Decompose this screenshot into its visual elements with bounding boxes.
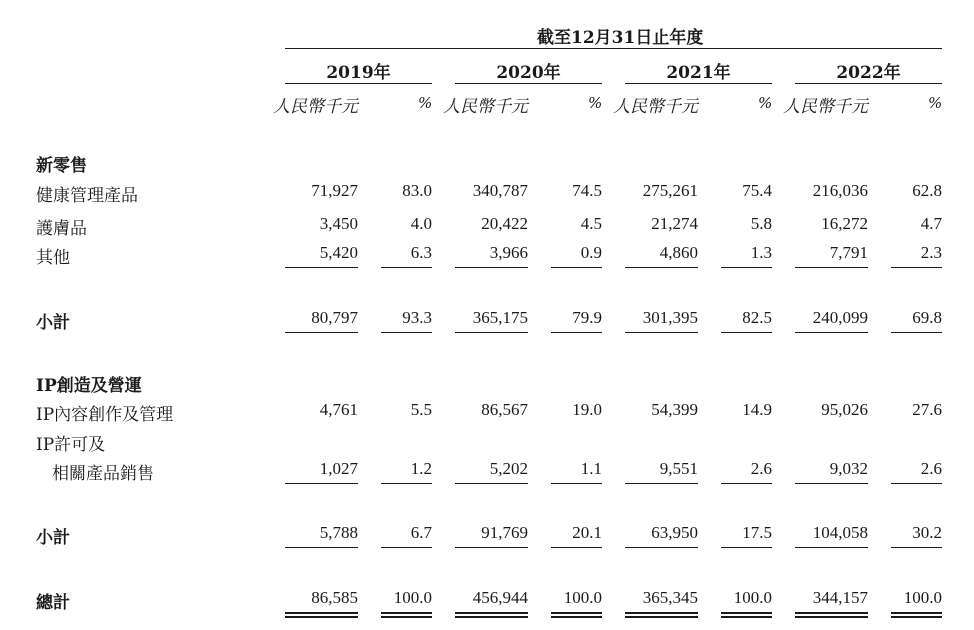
amount-cell: 3,966 bbox=[489, 243, 528, 262]
amount-cell: 240,099 bbox=[812, 308, 868, 327]
pct-label: % bbox=[928, 94, 943, 112]
underline bbox=[551, 547, 602, 548]
percent-cell: 93.3 bbox=[402, 308, 432, 327]
percent-cell: 62.8 bbox=[912, 181, 942, 200]
percent-cell: 20.1 bbox=[572, 523, 602, 542]
underline bbox=[381, 267, 432, 268]
amount-cell: 16,272 bbox=[821, 214, 868, 233]
underline bbox=[795, 332, 868, 333]
underline bbox=[795, 547, 868, 548]
underline bbox=[721, 547, 772, 548]
amount-cell: 456,944 bbox=[472, 588, 528, 607]
percent-cell: 30.2 bbox=[912, 523, 942, 542]
amount-cell: 91,769 bbox=[481, 523, 528, 542]
period-rule bbox=[285, 48, 942, 49]
percent-cell: 4.7 bbox=[920, 214, 942, 233]
amount-cell: 86,567 bbox=[481, 400, 528, 419]
amount-cell: 80,797 bbox=[311, 308, 358, 327]
double-underline bbox=[891, 612, 942, 618]
percent-cell: 6.3 bbox=[410, 243, 432, 262]
percent-cell: 2.6 bbox=[920, 459, 942, 478]
percent-cell: 2.3 bbox=[920, 243, 942, 262]
underline bbox=[455, 332, 528, 333]
row-label: 護膚品 bbox=[36, 219, 87, 239]
period-header: 截至12月31日止年度 bbox=[537, 28, 704, 48]
percent-cell: 14.9 bbox=[742, 400, 772, 419]
unit-label: 人民幣千元 bbox=[273, 97, 358, 117]
percent-cell: 0.9 bbox=[580, 243, 602, 262]
underline bbox=[795, 267, 868, 268]
amount-cell: 3,450 bbox=[319, 214, 358, 233]
amount-cell: 9,551 bbox=[659, 459, 698, 478]
double-underline bbox=[625, 612, 698, 618]
amount-cell: 71,927 bbox=[311, 181, 358, 200]
row-label: 健康管理產品 bbox=[36, 186, 138, 206]
amount-cell: 4,761 bbox=[319, 400, 358, 419]
percent-cell: 82.5 bbox=[742, 308, 772, 327]
amount-cell: 365,345 bbox=[642, 588, 698, 607]
year-rule-2019 bbox=[285, 83, 432, 84]
amount-cell: 344,157 bbox=[812, 588, 868, 607]
amount-cell: 275,261 bbox=[642, 181, 698, 200]
amount-cell: 21,274 bbox=[651, 214, 698, 233]
percent-cell: 75.4 bbox=[742, 181, 772, 200]
percent-cell: 17.5 bbox=[742, 523, 772, 542]
double-underline bbox=[551, 612, 602, 618]
percent-cell: 100.0 bbox=[563, 588, 602, 607]
percent-cell: 100.0 bbox=[393, 588, 432, 607]
year-header-2020: 2020年 bbox=[496, 63, 561, 83]
underline bbox=[795, 483, 868, 484]
double-underline bbox=[455, 612, 528, 618]
underline bbox=[891, 483, 942, 484]
percent-cell: 27.6 bbox=[912, 400, 942, 419]
amount-cell: 4,860 bbox=[659, 243, 698, 262]
amount-cell: 340,787 bbox=[472, 181, 528, 200]
year-header-2022: 2022年 bbox=[836, 63, 901, 83]
underline bbox=[891, 267, 942, 268]
pct-label: % bbox=[588, 94, 603, 112]
percent-cell: 1.2 bbox=[410, 459, 432, 478]
underline bbox=[551, 267, 602, 268]
percent-cell: 1.3 bbox=[750, 243, 772, 262]
percent-cell: 74.5 bbox=[572, 181, 602, 200]
underline bbox=[551, 483, 602, 484]
amount-cell: 365,175 bbox=[472, 308, 528, 327]
underline bbox=[721, 332, 772, 333]
underline bbox=[625, 267, 698, 268]
underline bbox=[625, 483, 698, 484]
percent-cell: 4.5 bbox=[580, 214, 602, 233]
percent-cell: 5.5 bbox=[410, 400, 432, 419]
amount-cell: 216,036 bbox=[812, 181, 868, 200]
amount-cell: 301,395 bbox=[642, 308, 698, 327]
subtotal-label: 小計 bbox=[36, 313, 70, 333]
year-rule-2021 bbox=[625, 83, 772, 84]
row-label: IP許可及 bbox=[36, 435, 106, 455]
section-title-ip: IP創造及營運 bbox=[36, 376, 142, 396]
double-underline bbox=[795, 612, 868, 618]
section-title-new-retail: 新零售 bbox=[36, 156, 87, 176]
amount-cell: 5,420 bbox=[319, 243, 358, 262]
underline bbox=[625, 332, 698, 333]
underline bbox=[381, 483, 432, 484]
underline bbox=[891, 332, 942, 333]
underline bbox=[285, 483, 358, 484]
amount-cell: 1,027 bbox=[319, 459, 358, 478]
percent-cell: 4.0 bbox=[410, 214, 432, 233]
percent-cell: 19.0 bbox=[572, 400, 602, 419]
underline bbox=[455, 483, 528, 484]
unit-label: 人民幣千元 bbox=[443, 97, 528, 117]
row-label: 其他 bbox=[36, 248, 70, 268]
percent-cell: 6.7 bbox=[410, 523, 432, 542]
unit-label: 人民幣千元 bbox=[613, 97, 698, 117]
subtotal-label: 小計 bbox=[36, 528, 70, 548]
percent-cell: 79.9 bbox=[572, 308, 602, 327]
amount-cell: 54,399 bbox=[651, 400, 698, 419]
double-underline bbox=[285, 612, 358, 618]
underline bbox=[455, 547, 528, 548]
amount-cell: 5,788 bbox=[319, 523, 358, 542]
total-label: 總計 bbox=[36, 593, 70, 613]
underline bbox=[285, 332, 358, 333]
double-underline bbox=[381, 612, 432, 618]
row-label-continued: 相關產品銷售 bbox=[52, 464, 154, 484]
year-rule-2020 bbox=[455, 83, 602, 84]
row-label: IP內容創作及管理 bbox=[36, 405, 174, 425]
amount-cell: 9,032 bbox=[829, 459, 868, 478]
underline bbox=[381, 547, 432, 548]
percent-cell: 100.0 bbox=[733, 588, 772, 607]
unit-label: 人民幣千元 bbox=[783, 97, 868, 117]
underline bbox=[721, 267, 772, 268]
underline bbox=[455, 267, 528, 268]
pct-label: % bbox=[758, 94, 773, 112]
underline bbox=[625, 547, 698, 548]
underline bbox=[891, 547, 942, 548]
amount-cell: 20,422 bbox=[481, 214, 528, 233]
year-header-2019: 2019年 bbox=[326, 63, 391, 83]
percent-cell: 5.8 bbox=[750, 214, 772, 233]
amount-cell: 5,202 bbox=[489, 459, 528, 478]
underline bbox=[551, 332, 602, 333]
percent-cell: 100.0 bbox=[903, 588, 942, 607]
amount-cell: 7,791 bbox=[829, 243, 868, 262]
double-underline bbox=[721, 612, 772, 618]
percent-cell: 83.0 bbox=[402, 181, 432, 200]
amount-cell: 95,026 bbox=[821, 400, 868, 419]
year-rule-2022 bbox=[795, 83, 942, 84]
amount-cell: 86,585 bbox=[311, 588, 358, 607]
pct-label: % bbox=[418, 94, 433, 112]
percent-cell: 1.1 bbox=[580, 459, 602, 478]
underline bbox=[285, 547, 358, 548]
underline bbox=[721, 483, 772, 484]
percent-cell: 69.8 bbox=[912, 308, 942, 327]
underline bbox=[285, 267, 358, 268]
amount-cell: 63,950 bbox=[651, 523, 698, 542]
amount-cell: 104,058 bbox=[812, 523, 868, 542]
percent-cell: 2.6 bbox=[750, 459, 772, 478]
year-header-2021: 2021年 bbox=[666, 63, 731, 83]
underline bbox=[381, 332, 432, 333]
